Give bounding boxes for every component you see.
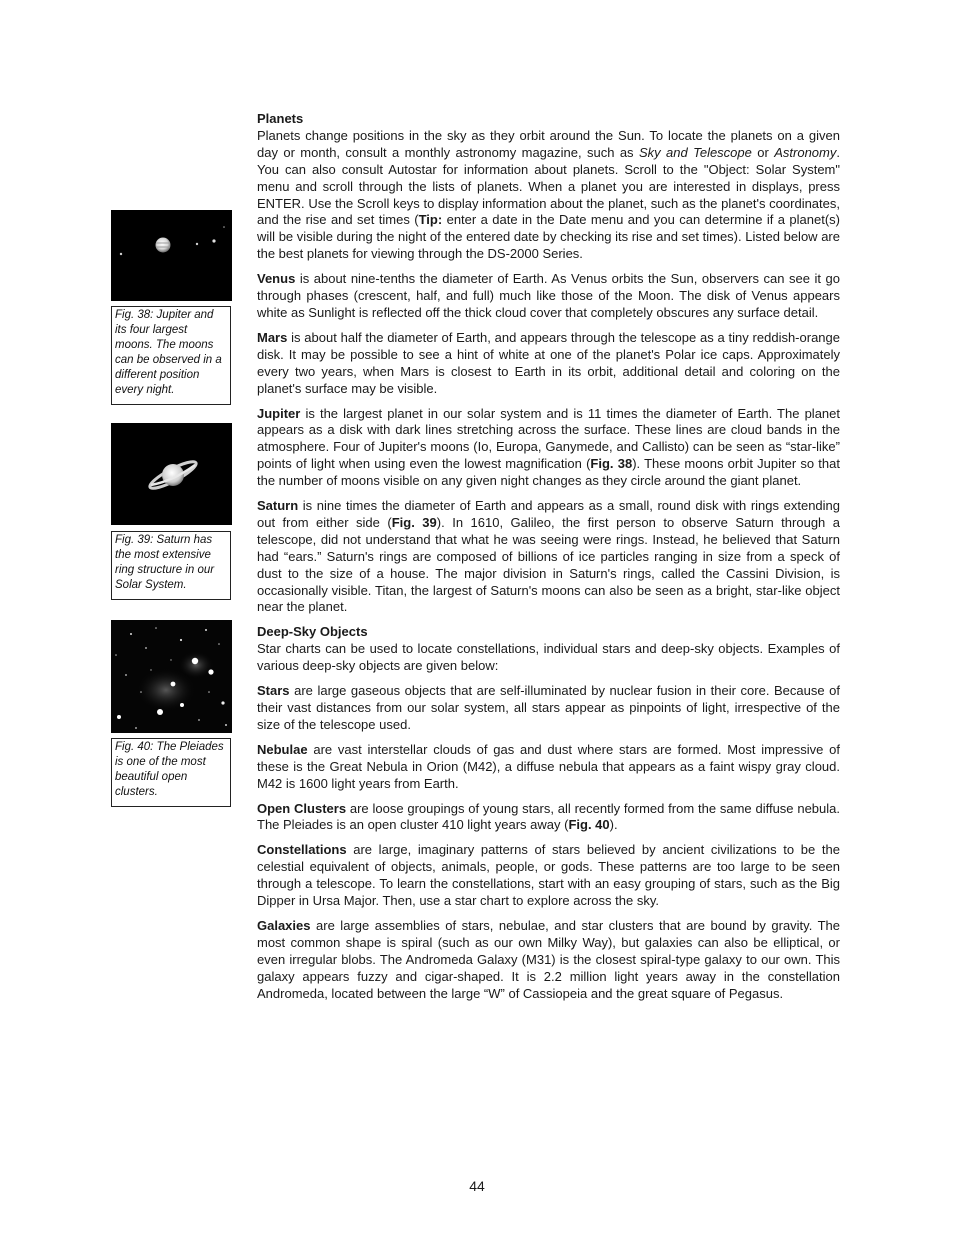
venus-paragraph: Venus is about nine-tenths the diameter of Earth. As Venus orbits the Sun, observers can see it go through phases (crescent, half, and full) much like those of the Moon. The disk of Venus appears white as Sunlight is reflected off the thick cloud cover that completely obscures any surface detail. (257, 271, 840, 320)
page-number: 44 (469, 1178, 485, 1194)
planets-intro: Planets change positions in the sky as they orbit around the Sun. To locate the planets on a given day or month, consult a monthly astronomy magazine, such as Sky and Telescope or Astronomy. You can also consult Autostar for information about planets. Scroll to the "Object: Solar System" menu and scroll through the lists of planets. When a planet you are interested in displays, press ENTER. Use the Scroll keys to display information about the planet, such as the planet's coordinates, and the rise and set times (Tip: enter a date in the Date menu and you can determine if a planet(s) will be visible during the night of the entered date by checking its rise and set times). Listed below are the best planets for viewing through the DS-2000 Series. (257, 127, 840, 262)
saturn-photo (111, 423, 232, 525)
figure-38-caption: Fig. 38: Jupiter and its four largest moons. The moons can be observed in a different position every night. (111, 306, 231, 405)
planets-heading: Planets (257, 111, 304, 126)
main-text-column (257, 111, 840, 1011)
open-clusters-paragraph: Open Clusters are loose groupings of young stars, all recently formed from the same diffuse nebula. The Pleiades is an open cluster 410 light years away (Fig. 40). (257, 800, 840, 833)
mars-paragraph: Mars is about half the diameter of Earth, and appears through the telescope as a tiny reddish-orange disk. It may be possible to see a hint of white at one of the planet's Polar ice caps. Approximately every two years, when Mars is closest to Earth in its orbit, additional detail and coloring on the planet's surface may be visible. (257, 329, 840, 396)
saturn-paragraph: Saturn is nine times the diameter of Earth and appears as a small, round disk with rings extending out from either side (Fig. 39). In 1610, Galileo, the first person to observe Saturn through a telescope, did not understand that what he was seeing were rings. Instead, he believed that Saturn had “ears.” Saturn's rings are composed of billions of ice particles ranging in size from a speck of dust to the size of a house. The major division in Saturn's rings, called the Cassini Division, is occasionally visible. Titan, the largest of Saturn's moons can also be seen as a bright, star-like object near the planet. (257, 498, 840, 615)
constellations-paragraph: Constellations are large, imaginary patterns of stars believed by ancient civilizations to be the celestial equivalent of objects, animals, people, or gods. These patterns are too large to be seen through a telescope. To learn the constellations, start with an easy grouping of stars, such as the Big Dipper in Ursa Major. Then, use a star chart to explore across the sky. (257, 842, 840, 909)
deep-sky-intro: Star charts can be used to locate constellations, individual stars and deep-sky objects. Examples of various deep-sky objects are given below: (257, 641, 840, 674)
galaxies-paragraph: Galaxies are large assemblies of stars, nebulae, and star clusters that are bound by gravity. The most common shape is spiral (such as our own Milky Way), but galaxies can also be elliptical, or even irregular blobs. The Andromeda Galaxy (M31) is the closest spiral-type galaxy to our own. This galaxy appears fuzzy and cigar-shaped. It is 2.2 million light years away in the constellation Andromeda, located between the large “W” of Cassiopeia and the great square of Pegasus. (257, 917, 840, 1001)
deep-sky-heading: Deep-Sky Objects (257, 624, 368, 640)
pleiades-photo (111, 620, 232, 733)
figure-40-caption: Fig. 40: The Pleiades is one of the most beautiful open clusters. (111, 738, 231, 807)
jupiter-moons-photo (111, 210, 232, 301)
stars-paragraph: Stars are large gaseous objects that are self-illuminated by nuclear fusion in their core. Because of their vast distances from our solar system, all stars appear as pinpoints of light, irrespective of the size of the telescope used. (257, 683, 840, 732)
nebulae-paragraph: Nebulae are vast interstellar clouds of gas and dust where stars are formed. Most impressive of these is the Great Nebula in Orion (M42), a diffuse nebula that appears as a faint wispy gray cloud. M42 is 1600 light years from Earth. (257, 741, 840, 791)
figure-39-caption: Fig. 39: Saturn has the most extensive ring structure in our Solar System. (111, 531, 231, 600)
jupiter-paragraph: Jupiter is the largest planet in our solar system and is 11 times the diameter of Earth. The planet appears as a disk with dark lines stretching across the surface. These lines are cloud bands in the atmosphere. Four of Jupiter's moons (Io, Europa, Ganymede, and Callisto) can be seen as “star-like” points of light when using even the lowest magnification (Fig. 38). These moons orbit Jupiter so that the number of moons visible on any given night changes as they circle around the giant planet. (257, 405, 840, 489)
